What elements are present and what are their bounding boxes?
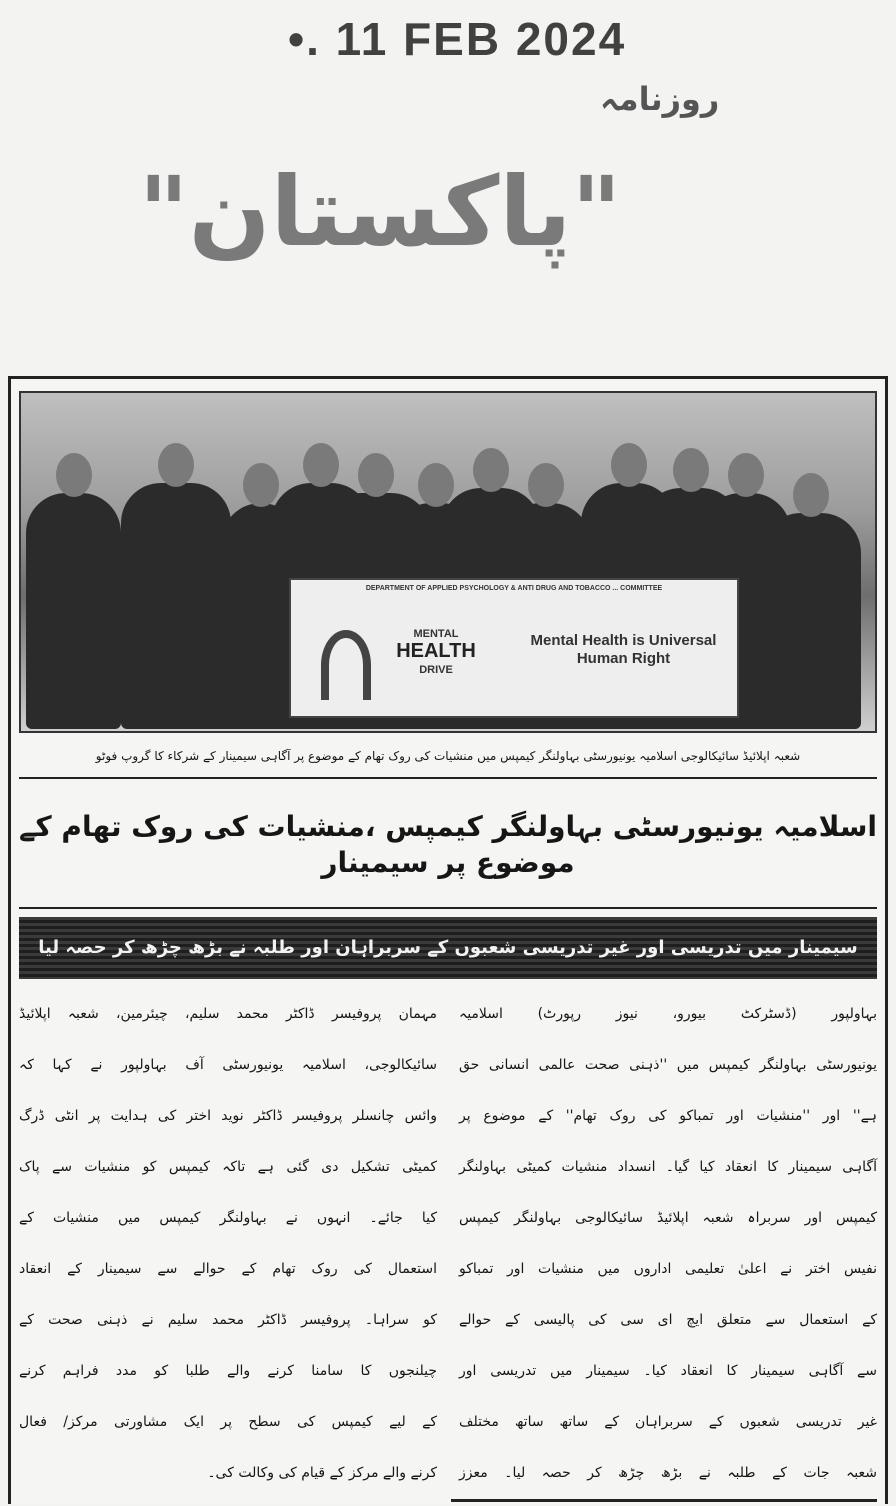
article-line: کو سراہا۔ پروفیسر ڈاکٹر محمد سلیم نے ذہنی صحت کے [19, 1312, 437, 1328]
article-column-right [459, 989, 877, 1499]
article-line: وائس چانسلر پروفیسر ڈاکٹر نوید اختر کی ہدایت پر انٹی ڈرگ [19, 1108, 437, 1124]
person-head [528, 463, 564, 507]
event-banner [289, 578, 739, 718]
subheadline: سیمینار میں تدریسی اور غیر تدریسی شعبوں کے سربراہان اور طلبہ نے بڑھ چڑھ کر حصہ لیا [19, 917, 877, 979]
banner-drive: DRIVE [419, 664, 453, 676]
person-head [158, 443, 194, 487]
divider [451, 1499, 877, 1502]
photo-caption: شعبہ اپلائیڈ سائیکالوجی اسلامیہ یونیورسٹی بہاولنگر کیمپس میں منشیات کی روک تھام کے موضوع پر آگاہی سیمینار کے شرکاء کا گروپ فوٹو [95, 749, 801, 763]
person-head [793, 473, 829, 517]
article-line: استعمال کی روک تھام کے حوالے سے سیمینار کے انعقاد [19, 1261, 437, 1277]
article-line: مہمان پروفیسر ڈاکٹر محمد سلیم، چیئرمین، شعبہ اپلائیڈ [19, 1006, 437, 1022]
person-head [56, 453, 92, 497]
person-head [243, 463, 279, 507]
banner-mental: MENTAL [413, 628, 459, 640]
person-head [728, 453, 764, 497]
article-line: کیا جائے۔ انہوں نے بہاولنگر کیمپس میں منشیات کے [19, 1210, 437, 1226]
person-head [673, 448, 709, 492]
article-line: آگاہی سیمینار کا انعقاد کیا گیا۔ انسداد منشیات کمیٹی بہاولنگر [459, 1159, 877, 1175]
banner-slogan: Mental Health is Universal Human Right [530, 632, 717, 667]
banner-health: HEALTH [396, 640, 476, 662]
group-photo [19, 391, 877, 733]
article-line: کمیٹی تشکیل دی گئی ہے تاکہ کیمپس کو منشیات سے پاک [19, 1159, 437, 1175]
awareness-ribbon-icon [321, 630, 371, 700]
person-silhouette [121, 483, 231, 729]
article-line: کے لیے کیمپس کی سطح پر ایک مشاورتی مرکز/ فعال [19, 1414, 437, 1430]
date-stamp: •. 11 FEB 2024 [288, 13, 627, 65]
person-silhouette [761, 513, 861, 729]
person-silhouette [26, 493, 121, 729]
article-line: سے آگاہی سیمینار کا انعقاد کیا۔ سیمینار میں تدریسی اور [459, 1363, 877, 1379]
article-line: کرنے والے مرکز کے قیام کی وکالت کی۔ [207, 1465, 437, 1481]
banner-department: DEPARTMENT OF APPLIED PSYCHOLOGY & ANTI DRUG AND TOBACCO ... COMMITTEE [365, 585, 663, 592]
article-line: ہے'' اور ''منشیات اور تمباکو کی روک تھام'' کے موضوع پر [459, 1108, 877, 1124]
article-line: کیمپس اور سربراہ شعبہ اپلائیڈ سائیکالوجی بہاولنگر کیمپس [459, 1210, 877, 1226]
person-head [358, 453, 394, 497]
divider [19, 777, 877, 779]
article-line: چیلنجوں کا سامنا کرنے والے طلبا کو مدد فراہم کرنے [19, 1363, 437, 1379]
article-line: کے استعمال سے متعلق ایچ ای سی کی پالیسی کے حوالے [459, 1312, 877, 1328]
person-head [418, 463, 454, 507]
article-line: یونیورسٹی بہاولنگر کیمپس میں ''ذہنی صحت عالمی انسانی حق [459, 1057, 877, 1073]
article-line: نفیس اختر نے اعلیٰ تعلیمی اداروں میں منشیات اور تمباکو [459, 1261, 877, 1277]
article-column-left [19, 989, 437, 1499]
article-line: بہاولپور (ڈسٹرکٹ بیورو، نیوز رپورٹ) اسلامیہ [459, 1006, 877, 1022]
article-line: سائیکالوجی، اسلامیہ یونیورسٹی آف بہاولپور نے کہا کہ [19, 1057, 437, 1073]
article-line: غیر تدریسی شعبوں کے سربراہان کے ساتھ ساتھ مختلف [459, 1414, 877, 1430]
daily-label: روزنامہ [600, 80, 720, 118]
person-head [303, 443, 339, 487]
divider [19, 907, 877, 909]
article-line: شعبہ جات کے طلبہ نے بڑھ چڑھ کر حصہ لیا۔ معزز [459, 1465, 877, 1481]
person-head [611, 443, 647, 487]
news-clipping [8, 376, 888, 1504]
headline: اسلامیہ یونیورسٹی بہاولنگر کیمپس ،منشیات کی روک تھام کے موضوع پر سیمینار [18, 809, 877, 879]
newspaper-masthead: "پاکستان" [138, 156, 622, 268]
person-head [473, 448, 509, 492]
